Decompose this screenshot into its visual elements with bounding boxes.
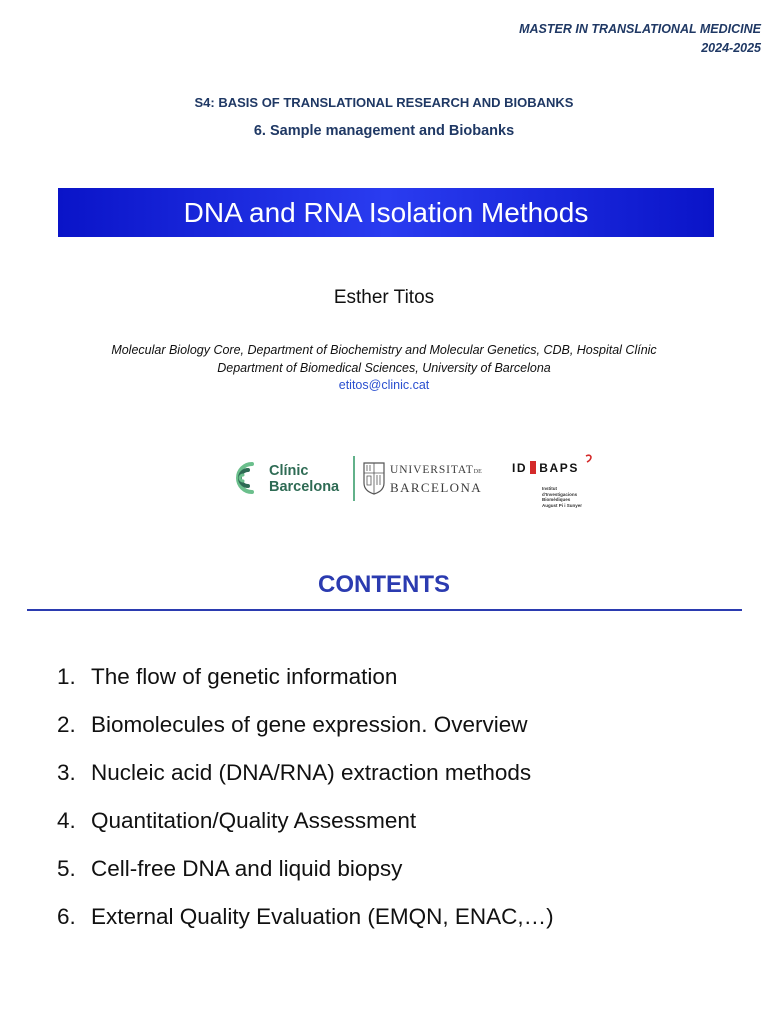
ub-logo-line-1: UNIVERSITAT: [390, 464, 474, 476]
list-item: [57, 712, 554, 760]
affiliation-line-1: Molecular Biology Core, Department of Biochemistry and Molecular Genetics, CDB, Hospital Clínic: [111, 343, 657, 357]
title-banner: DNA and RNA Isolation Methods: [58, 188, 714, 237]
clinic-mark-icon: [226, 455, 266, 501]
list-item: [57, 808, 554, 856]
list-item-text: Biomolecules of gene expression. Overview: [91, 712, 528, 737]
author-name: Esther Titos: [333, 287, 435, 308]
contents-rule: [27, 609, 742, 611]
idibaps-red-bar: [530, 461, 536, 474]
universitat-barcelona-logo: [363, 461, 481, 497]
list-item: [57, 904, 554, 952]
clinic-logo-line-2: Barcelona: [269, 479, 340, 495]
list-item: [57, 664, 554, 712]
ub-shield-icon: [363, 461, 385, 495]
list-item-text: Cell-free DNA and liquid biopsy: [91, 856, 403, 881]
logo-divider: [353, 456, 355, 501]
list-item-number: 5.: [57, 856, 76, 881]
list-item-text: The flow of genetic information: [91, 664, 398, 689]
idibaps-mark-icon: [585, 454, 593, 464]
idibaps-logo: [510, 452, 594, 518]
idibaps-sub-3: Biomèdiques: [542, 497, 571, 502]
program-header: [519, 20, 761, 58]
list-item-text: Quantitation/Quality Assessment: [91, 808, 417, 833]
affiliation-line-2: Department of Biomedical Sciences, University of Barcelona: [217, 360, 551, 375]
list-item-number: 1.: [57, 664, 76, 689]
list-item-number: 3.: [57, 760, 76, 785]
idibaps-sub-1: Institut: [542, 486, 557, 491]
idibaps-sub-2: d'Investigacions: [542, 491, 578, 497]
ub-logo-line-1-small: DE: [473, 469, 482, 475]
course-session: 6. Sample management and Biobanks: [253, 123, 515, 139]
list-item-text: Nucleic acid (DNA/RNA) extraction methods: [91, 760, 532, 785]
contents-title: CONTENTS: [318, 571, 450, 598]
affiliation: [0, 342, 768, 377]
clinic-logo-line-1: Clínic: [269, 463, 309, 479]
idibaps-sub-4: August Pi i Sunyer: [542, 502, 583, 508]
list-item: [57, 856, 554, 904]
program-name: MASTER IN TRANSLATIONAL MEDICINE: [519, 22, 761, 36]
course-header: [0, 94, 768, 141]
list-item-text: External Quality Evaluation (EMQN, ENAC,…): [91, 904, 554, 929]
idibaps-name-right: BAPS: [539, 461, 579, 475]
clinic-barcelona-logo: [226, 455, 348, 501]
ub-logo-line-2: BARCELONA: [390, 480, 483, 495]
list-item-number: 4.: [57, 808, 76, 833]
contents-list: [57, 664, 554, 952]
course-module: S4: BASIS OF TRANSLATIONAL RESEARCH AND BIOBANKS: [194, 95, 574, 110]
author-email[interactable]: etitos@clinic.cat: [338, 378, 430, 392]
list-item-number: 6.: [57, 904, 76, 929]
idibaps-name-left: ID: [512, 461, 528, 475]
list-item: [57, 760, 554, 808]
program-year: 2024-2025: [701, 41, 761, 55]
list-item-number: 2.: [57, 712, 76, 737]
